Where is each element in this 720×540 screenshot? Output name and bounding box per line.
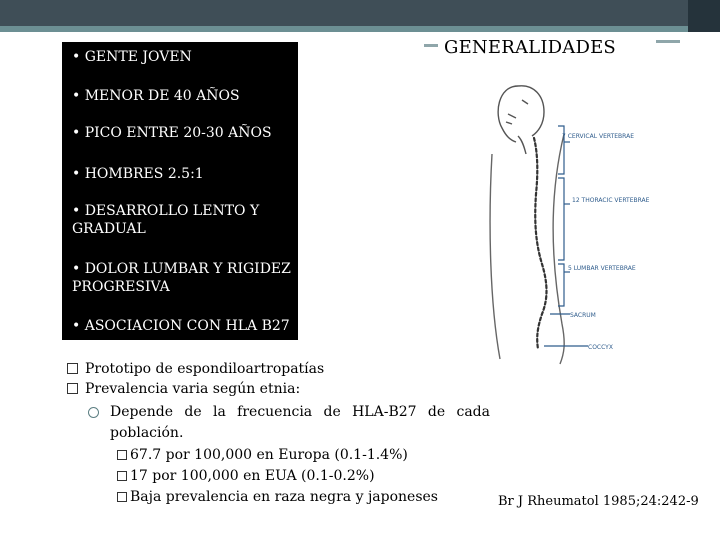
title-rule-right [656, 40, 680, 43]
fact-hla-b27: • ASOCIACION CON HLA B27 [72, 318, 290, 334]
fact-young-people: • GENTE JOVEN [72, 49, 192, 65]
sub-item-usa: 17 por 100,000 en EUA (0.1-0.2%) [117, 468, 375, 484]
sub-bullet-hla-line2: población. [110, 425, 184, 441]
thoracic-bracket [558, 178, 564, 260]
reference-citation: Br J Rheumatol 1985;24:242-9 [498, 494, 699, 509]
fact-under-40: • MENOR DE 40 AÑOS [72, 88, 240, 104]
header-accent-stripe [0, 26, 720, 32]
checkbox-bullet-icon [117, 450, 127, 460]
sub-item-low-prevalence: Baja prevalencia en raza negra y japoneses [117, 489, 438, 505]
bullet-prevalence: Prevalencia varia según etnia: [67, 381, 300, 397]
face-detail [506, 100, 528, 124]
spine-anatomy-figure [478, 74, 650, 364]
header-corner-block [688, 0, 720, 32]
header-bar [0, 0, 720, 26]
sub-bullet-hla-line1: Depende de la frecuencia de HLA-B27 de cada [110, 404, 490, 420]
jaw-line [518, 136, 526, 154]
title-rule-left [424, 44, 438, 47]
label-cervical: 7 CERVICAL VERTEBRAE [562, 133, 634, 140]
slide-title: GENERALIDADES [444, 37, 616, 58]
skull-back [518, 86, 544, 136]
body-back-outline [553, 134, 564, 364]
label-lumbar: 5 LUMBAR VERTEBRAE [568, 265, 636, 272]
spine-column [534, 138, 547, 349]
checkbox-bullet-icon [117, 492, 127, 502]
checkbox-bullet-icon [67, 383, 78, 394]
label-sacrum: SACRUM [570, 312, 596, 319]
fact-peak-age: • PICO ENTRE 20-30 AÑOS [72, 125, 272, 141]
sub-bullet-ring [88, 405, 107, 421]
fact-back-pain: • DOLOR LUMBAR Y RIGIDEZ PROGRESIVA [72, 261, 291, 295]
label-thoracic: 12 THORACIC VERTEBRAE [572, 197, 650, 204]
sub-item-europe: 67.7 por 100,000 en Europa (0.1-1.4%) [117, 447, 408, 463]
fact-male-ratio: • HOMBRES 2.5:1 [72, 166, 204, 182]
bullet-prototype: Prototipo de espondiloartropatías [67, 361, 324, 377]
label-coccyx: COCCYX [588, 344, 613, 351]
circle-bullet-icon [88, 407, 99, 418]
checkbox-bullet-icon [117, 471, 127, 481]
checkbox-bullet-icon [67, 363, 78, 374]
fact-slow-onset: • DESARROLLO LENTO Y GRADUAL [72, 203, 260, 237]
body-front-outline [490, 154, 500, 359]
